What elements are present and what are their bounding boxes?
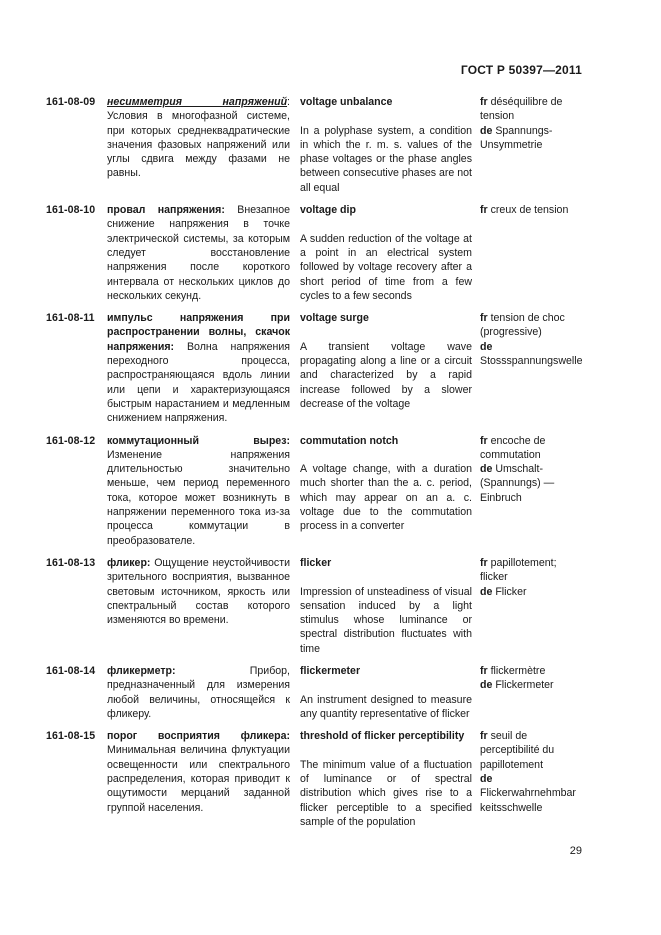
english-term: threshold of flicker perceptibility	[300, 730, 465, 743]
english-def-text: An instrument designed to measure any quantity representative of flicker	[300, 693, 472, 720]
russian-definition	[107, 203, 296, 303]
other-languages	[476, 664, 586, 721]
english-def-text: Impression of unsteadiness of visual sensation induced by a light stimulus whose luminance or spectral distribution fluctuates with time	[300, 585, 472, 655]
german-equivalent: de Umschalt-(Spannungs) — Einbruch	[480, 463, 555, 504]
term-entry	[46, 311, 586, 425]
german-equivalent: de Flicker	[480, 585, 527, 598]
russian-def-text: Изменение напряжения длительностью значительно меньше, чем период переменного тока, которое может возникнуть в напряжении переменного тока из-за процесса коммутации в преобразователе.	[107, 448, 290, 547]
other-languages	[476, 434, 586, 548]
english-def-text: A transient voltage wave propagating along a line or a circuit and characterized by a rapid increase followed by a slower decrease of the voltage	[300, 340, 472, 410]
english-definition	[296, 729, 476, 829]
term-number: 161-08-11	[46, 312, 95, 325]
russian-definition	[107, 434, 296, 548]
russian-def-text: Условия в многофазной системе, при которых среднеквадратические значения фазовых напряжений или углы сдвига между фазами не равны.	[107, 110, 290, 180]
term-number: 161-08-13	[46, 556, 96, 569]
russian-term-suffix: :	[287, 96, 290, 108]
term-entry	[46, 664, 586, 721]
russian-def-text: Прибор, предназначенный для измерения любой величины, относящейся к фликеру.	[107, 664, 290, 720]
russian-term: импульс напряжения при распространении волны, скачок напряжения:	[107, 312, 290, 353]
german-equivalent: de Flickerwahrnehmbar keitsschwelle	[480, 773, 576, 814]
english-def-text: A sudden reduction of the voltage at a point in an electrical system followed by voltage recovery after a short period of time from a few cycles to a few seconds	[300, 232, 472, 302]
other-languages	[476, 729, 586, 829]
terms-list	[46, 95, 586, 837]
english-definition	[296, 434, 476, 548]
french-equivalent: fr creux de tension	[480, 204, 569, 217]
russian-term: фликер:	[107, 556, 151, 569]
english-term: voltage unbalance	[300, 96, 393, 108]
russian-definition	[107, 311, 296, 425]
english-term: flickermeter	[300, 664, 361, 677]
english-definition	[296, 95, 476, 195]
russian-term: фликерметр:	[107, 664, 176, 677]
english-def-text: The minimum value of a fluctuation of luminance or of spectral distribution which gives rise to a flicker perceptible to a specified sample of the population	[300, 758, 472, 828]
russian-definition	[107, 556, 296, 656]
english-def-text: In a polyphase system, a condition in which the r. m. s. values of the phase voltages or the phase angles between consecutive phases are not all equal	[300, 124, 472, 194]
other-languages	[476, 311, 586, 425]
russian-def-text: Минимальная величина флуктуации освещенности или спектрального распределения, которая приводит к ощутимости мерцаний заданной группой населения.	[107, 744, 290, 814]
term-entry	[46, 556, 586, 656]
russian-definition	[107, 729, 296, 829]
russian-term: несимметрия напряжений	[107, 96, 288, 108]
russian-term: коммутационный вырез:	[107, 434, 290, 447]
french-equivalent: fr déséquilibre de tension	[480, 96, 563, 123]
term-number: 161-08-14	[46, 664, 96, 677]
german-equivalent: de Stossspannungswelle	[480, 340, 583, 368]
english-definition	[296, 203, 476, 303]
russian-def-text: Волна напряжения переходного процесса, распространяющаяся вдоль линии или цепи и характеризующаяся быстрым нарастанием и медленным снижением напряжения.	[107, 340, 290, 425]
english-term: commutation notch	[300, 434, 399, 447]
french-equivalent: fr seuil de perceptibilité du papillotement	[480, 730, 555, 771]
english-term: flicker	[300, 556, 332, 569]
english-term: voltage surge	[300, 312, 369, 325]
other-languages	[476, 556, 586, 656]
english-definition	[296, 664, 476, 721]
french-equivalent: fr flickermètre	[480, 664, 546, 677]
term-number: 161-08-09	[46, 96, 96, 108]
russian-term: порог восприятия фликера:	[107, 730, 290, 743]
term-number: 161-08-15	[46, 730, 96, 743]
russian-def-text: Внезапное снижение напряжения в точке электрической системы, за которым следует восстановление напряжения после короткого интервала от нескольких циклов до нескольких секунд.	[107, 204, 290, 302]
term-entry	[46, 95, 586, 195]
english-def-text: A voltage change, with a duration much shorter than the a. c. period, which may appear on an a. c. voltage due to the commutation process in a converter	[300, 463, 472, 533]
french-equivalent: fr tension de choc (progressive)	[480, 312, 565, 339]
french-equivalent: fr papillotement; flicker	[480, 556, 557, 584]
russian-term: провал напряжения:	[107, 204, 225, 217]
french-equivalent: fr encoche de commutation	[480, 434, 546, 461]
german-equivalent: de Spannungs-Unsymmetrie	[480, 124, 553, 151]
english-definition	[296, 311, 476, 425]
term-entry	[46, 203, 586, 303]
document-header: ГОСТ Р 50397—2011	[460, 63, 582, 77]
english-definition	[296, 556, 476, 656]
term-entry	[46, 729, 586, 829]
term-number: 161-08-10	[46, 204, 96, 217]
other-languages	[476, 203, 586, 303]
russian-definition	[107, 664, 296, 721]
term-number: 161-08-12	[46, 434, 96, 447]
page-number: 29	[569, 845, 582, 857]
other-languages	[476, 95, 586, 195]
term-entry	[46, 434, 586, 548]
english-term: voltage dip	[300, 204, 356, 217]
russian-definition	[107, 95, 296, 195]
german-equivalent: de Flickermeter	[480, 679, 554, 692]
russian-def-text: Ощущение неустойчивости зрительного восприятия, вызванное световым источником, яркость или спектральный состав которого изменяются во времени.	[107, 556, 290, 627]
